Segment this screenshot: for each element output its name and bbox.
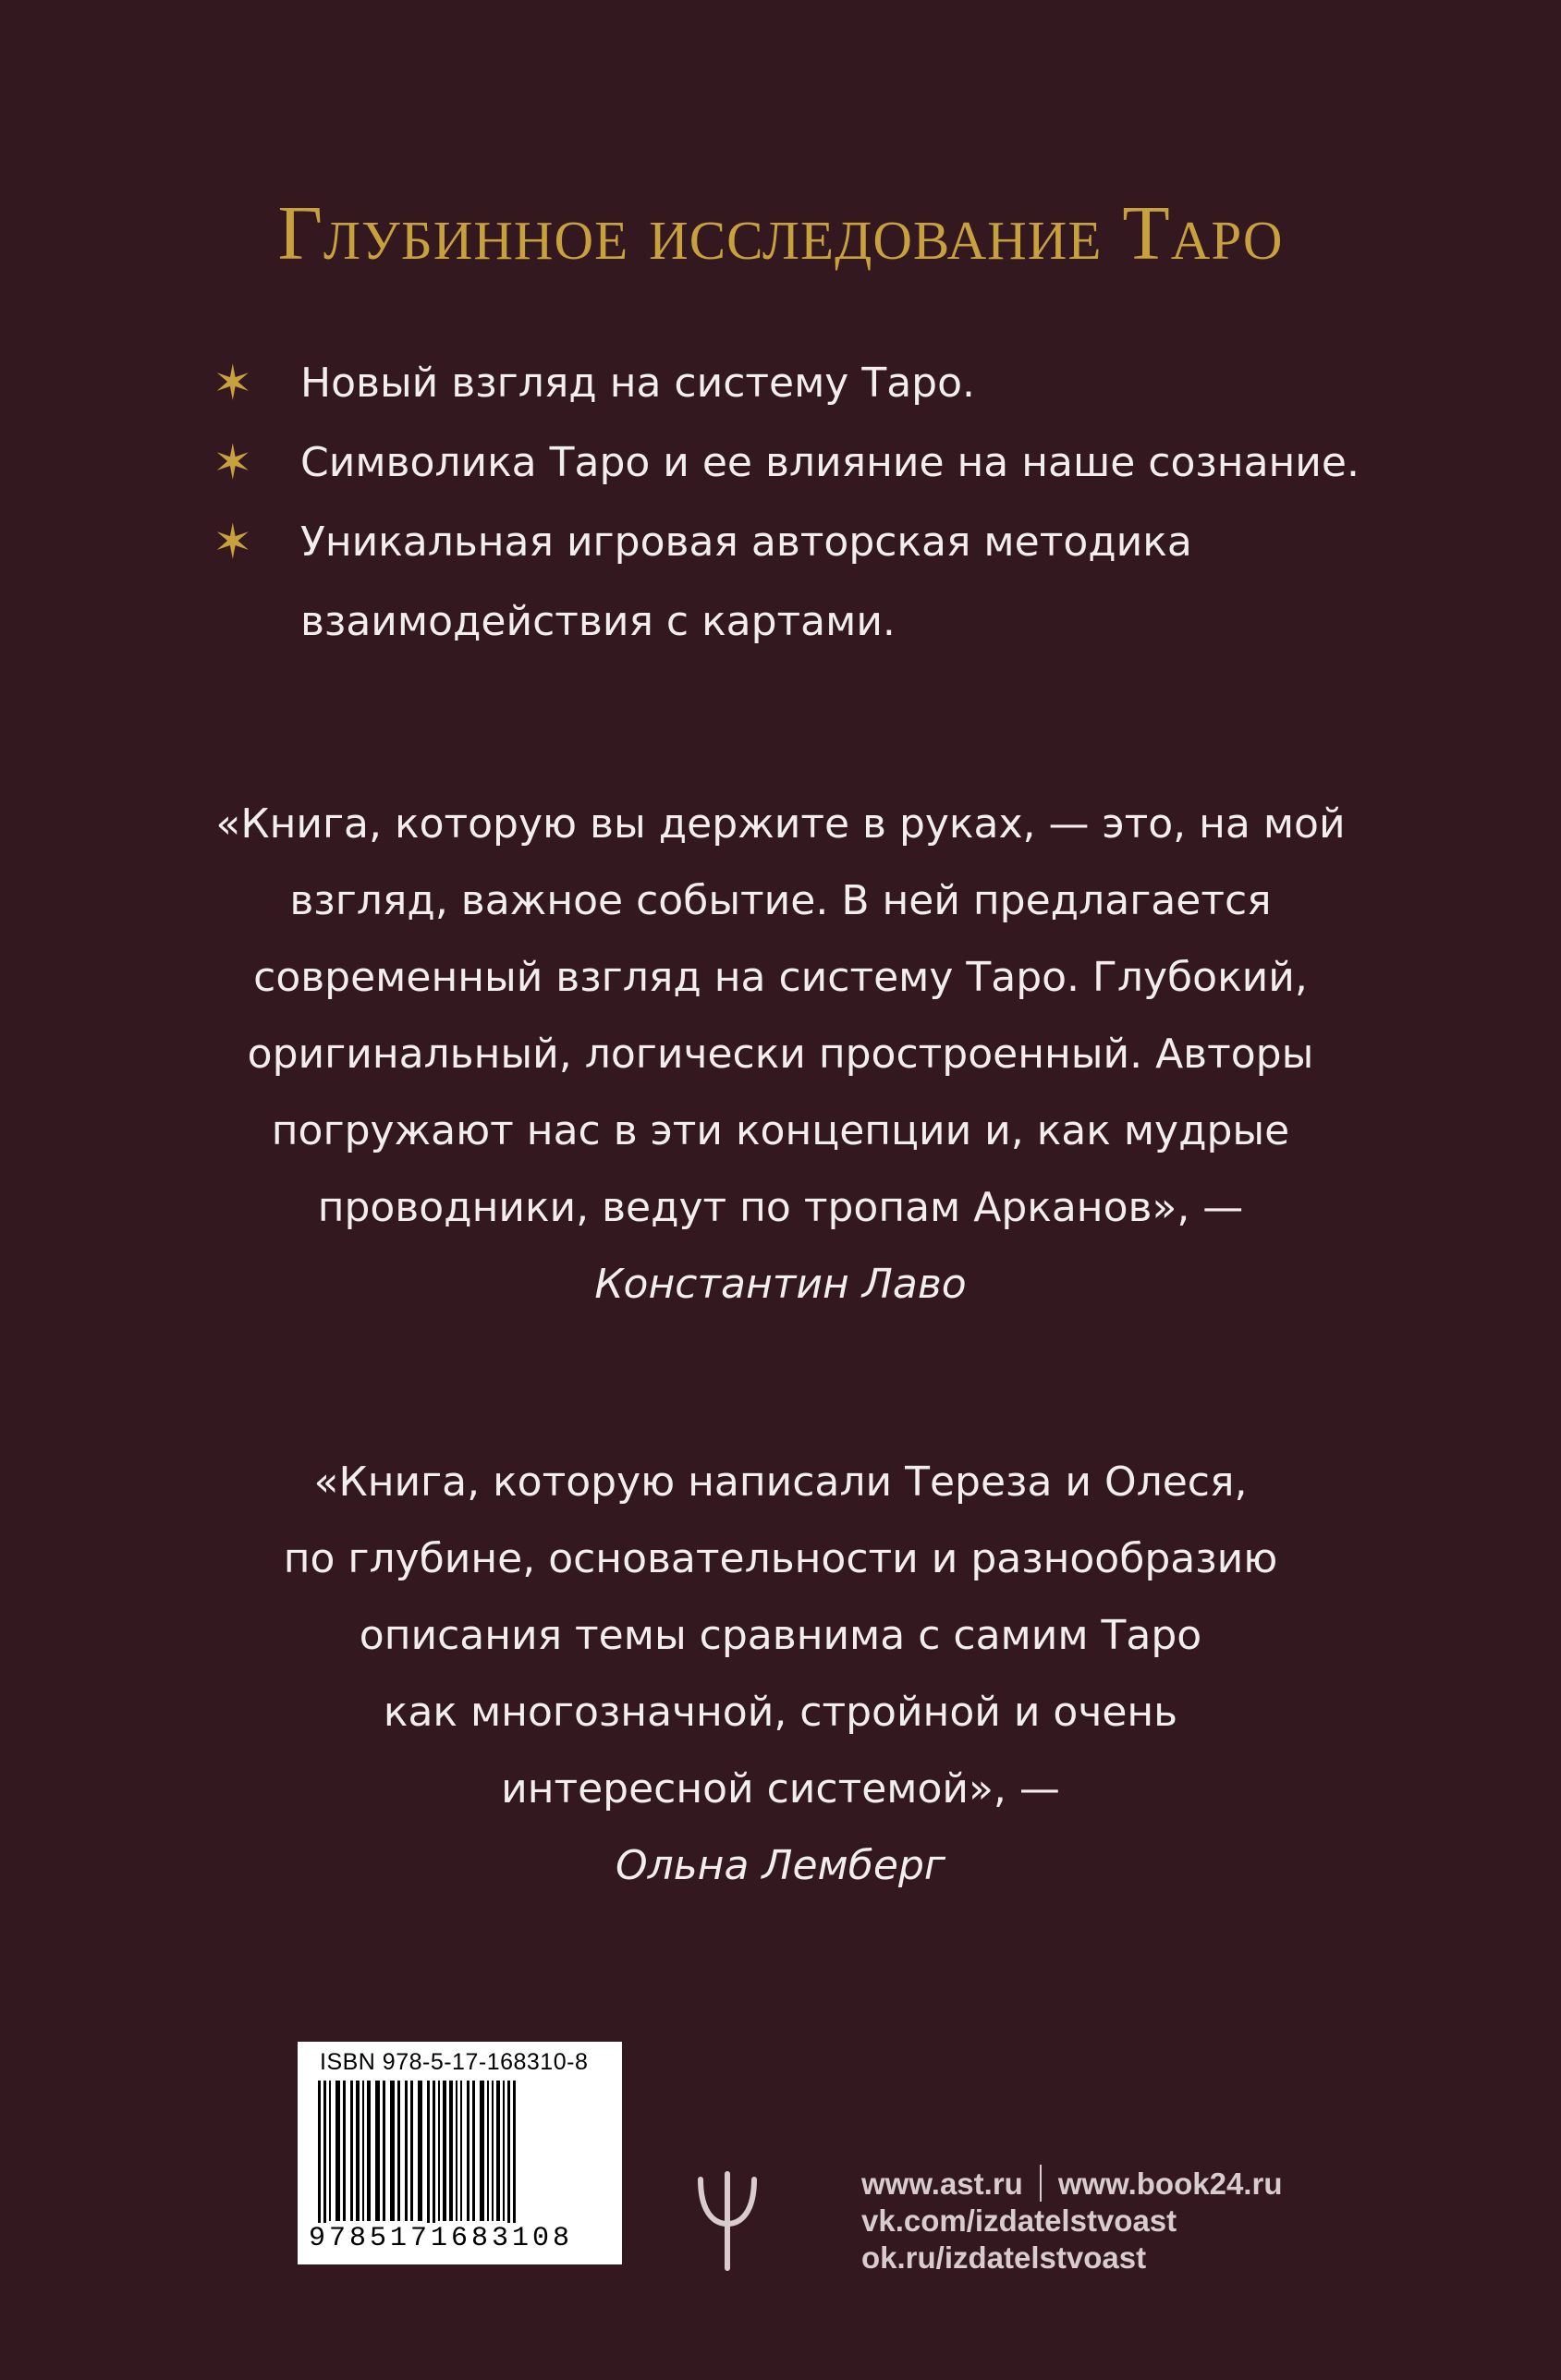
barcode-bar — [318, 2081, 321, 2245]
barcode-bar — [507, 2081, 510, 2245]
barcode-bar — [427, 2081, 430, 2245]
quote-line: интересной системой», — — [501, 1765, 1060, 1812]
barcode-bar — [329, 2081, 331, 2221]
feature-item — [213, 423, 1414, 503]
barcode-bar — [472, 2081, 475, 2221]
feature-item — [213, 503, 1414, 662]
feature-text: Символика Таро и ее влияние на наше сознание. — [300, 439, 1360, 486]
barcode-bar — [456, 2081, 457, 2221]
separator — [1040, 2165, 1042, 2202]
star-icon: ✶ — [213, 515, 253, 570]
barcode-bar — [492, 2081, 494, 2221]
feature-text-line: взаимодействия с картами. — [300, 598, 896, 645]
quote-line: «Книга, которую написали Тереза и Олеся, — [313, 1459, 1248, 1506]
link-ast[interactable]: www.ast.ru — [861, 2166, 1023, 2201]
barcode-digits: 9785171683108 — [305, 2223, 577, 2254]
barcode-bar — [460, 2081, 462, 2221]
link-book24[interactable]: www.book24.ru — [1057, 2166, 1283, 2201]
barcode-bar — [367, 2081, 371, 2221]
barcode-bar — [335, 2081, 340, 2221]
barcode-bar — [323, 2081, 326, 2245]
links-row — [861, 2165, 1282, 2203]
barcode-bar — [418, 2081, 422, 2221]
quote-line: оригинальный, логически простроенный. Авторы — [247, 1031, 1314, 1078]
feature-text: Новый взгляд на систему Таро. — [300, 360, 975, 407]
star-icon: ✶ — [213, 435, 253, 491]
quote-line: как многозначной, стройной и очень — [383, 1689, 1178, 1736]
testimonial-quote — [0, 1444, 1561, 1904]
barcode-bar — [343, 2081, 346, 2221]
quote-line: «Книга, которую вы держите в руках, — это, на мой — [215, 800, 1346, 848]
barcode-bar — [438, 2081, 440, 2221]
barcode-bar — [487, 2081, 489, 2221]
testimonial-quote — [0, 786, 1561, 1323]
feature-list — [213, 344, 1414, 662]
barcode-bar — [356, 2081, 360, 2221]
barcode-bar — [405, 2081, 408, 2221]
barcode-bar — [513, 2081, 516, 2245]
barcode-bar — [503, 2081, 505, 2221]
link-ok[interactable]: ok.ru/izdatelstvoast — [861, 2240, 1147, 2275]
quote-line: описания темы сравнима с самим Таро — [359, 1612, 1202, 1659]
barcode-bar — [383, 2081, 385, 2221]
link-vk[interactable]: vk.com/izdatelstvoast — [861, 2203, 1177, 2238]
barcode-bar — [362, 2081, 364, 2221]
quote-author: Ольна Лемберг — [615, 1842, 945, 1889]
barcode-bar — [449, 2081, 453, 2221]
barcode-bar — [390, 2081, 395, 2221]
barcode-bar — [410, 2081, 413, 2221]
star-icon: ✶ — [213, 356, 253, 411]
isbn-barcode — [298, 2042, 622, 2264]
feature-item — [213, 344, 1414, 423]
book-title: Глубинное исследование Таро — [277, 190, 1284, 276]
psi-logo-icon — [695, 2170, 760, 2272]
barcode-bar — [467, 2081, 470, 2221]
barcode-bars — [314, 2081, 605, 2245]
barcode-bar — [496, 2081, 500, 2221]
isbn-label: ISBN 978-5-17-168310-8 — [320, 2049, 589, 2075]
barcode-bar — [433, 2081, 435, 2245]
quote-line: по глубине, основательности и разнообразию — [283, 1535, 1278, 1582]
feature-text-block — [300, 503, 1414, 662]
quote-line: проводники, ведут по тропам Арканов», — — [317, 1184, 1244, 1231]
barcode-bar — [397, 2081, 400, 2221]
feature-text-line: Уникальная игровая авторская методика — [300, 519, 1192, 566]
quote-author: Константин Лаво — [594, 1261, 967, 1308]
publisher-links — [861, 2165, 1282, 2276]
barcode-bar — [480, 2081, 484, 2221]
quote-line: погружают нас в эти концепции и, как мудрые — [271, 1107, 1290, 1154]
barcode-bar — [375, 2081, 380, 2221]
quote-line: взгляд, важное событие. В ней предлагается — [289, 877, 1272, 924]
barcode-bar — [443, 2081, 446, 2221]
barcode-bar — [350, 2081, 353, 2221]
quote-line: современный взгляд на систему Таро. Глубокий, — [253, 954, 1308, 1001]
